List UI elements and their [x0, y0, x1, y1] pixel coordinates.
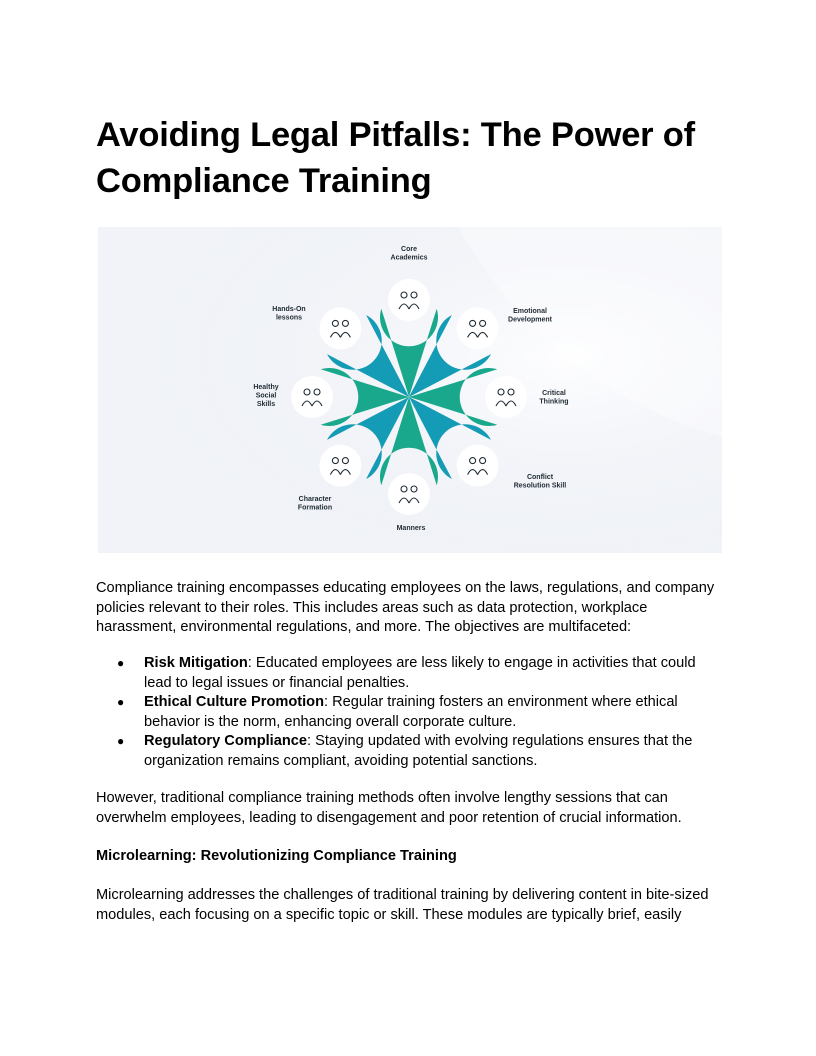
petal-label: Critical Thinking: [539, 390, 569, 406]
bullet-icon: ●: [117, 734, 125, 748]
petal-label: Emotional Development: [508, 308, 552, 324]
bullet-icon: ●: [117, 695, 125, 709]
bullet-term: Ethical Culture Promotion: [144, 694, 324, 710]
list-item: [96, 654, 722, 693]
petal-label: Hands-On lessons: [272, 306, 306, 322]
however-paragraph: However, traditional compliance training methods often involve lengthy sessions that can overwhelm employees, leading to disengagement and poor retention of crucial information.: [96, 790, 682, 826]
petal-label: Conflict Resolution Skill: [513, 474, 567, 490]
bullet-text: : Educated employees are less likely to engage in activities that could lead to legal issues or financial penalties.: [144, 655, 696, 691]
petal-label: Manners: [396, 525, 426, 532]
bullet-icon: ●: [117, 656, 125, 670]
petal-label: Healthy Social Skills: [253, 384, 279, 408]
skills-diagram-figure: [98, 227, 722, 553]
intro-paragraph: Compliance training encompasses educating employees on the laws, regulations, and company policies relevant to their roles. This includes areas such as data protection, workplace harassment, environmental regulations, and more. The objectives are multifaceted:: [96, 580, 715, 635]
petal-label: Core Academics: [390, 246, 428, 262]
skills-diagram: [98, 227, 722, 553]
bullet-term: Risk Mitigation: [144, 655, 248, 671]
list-item: [96, 693, 722, 732]
petal-label: Character Formation: [297, 496, 333, 512]
objectives-list: [96, 654, 722, 771]
bullet-text: : Staying updated with evolving regulations ensures that the organization remains compliant, avoiding potential sanctions.: [144, 733, 693, 769]
list-item: [96, 732, 722, 771]
page-title: Avoiding Legal Pitfalls: The Power of Compliance Training: [96, 116, 695, 200]
bullet-term: Regulatory Compliance: [144, 733, 307, 749]
bullet-text: : Regular training fosters an environment where ethical behavior is the norm, enhancing overall corporate culture.: [144, 694, 678, 730]
section-heading: Microlearning: Revolutionizing Compliance Training: [96, 848, 457, 864]
microlearning-paragraph: Microlearning addresses the challenges of traditional training by delivering content in bite-sized modules, each focusing on a specific topic or skill. These modules are typically brief, easily: [96, 887, 709, 923]
